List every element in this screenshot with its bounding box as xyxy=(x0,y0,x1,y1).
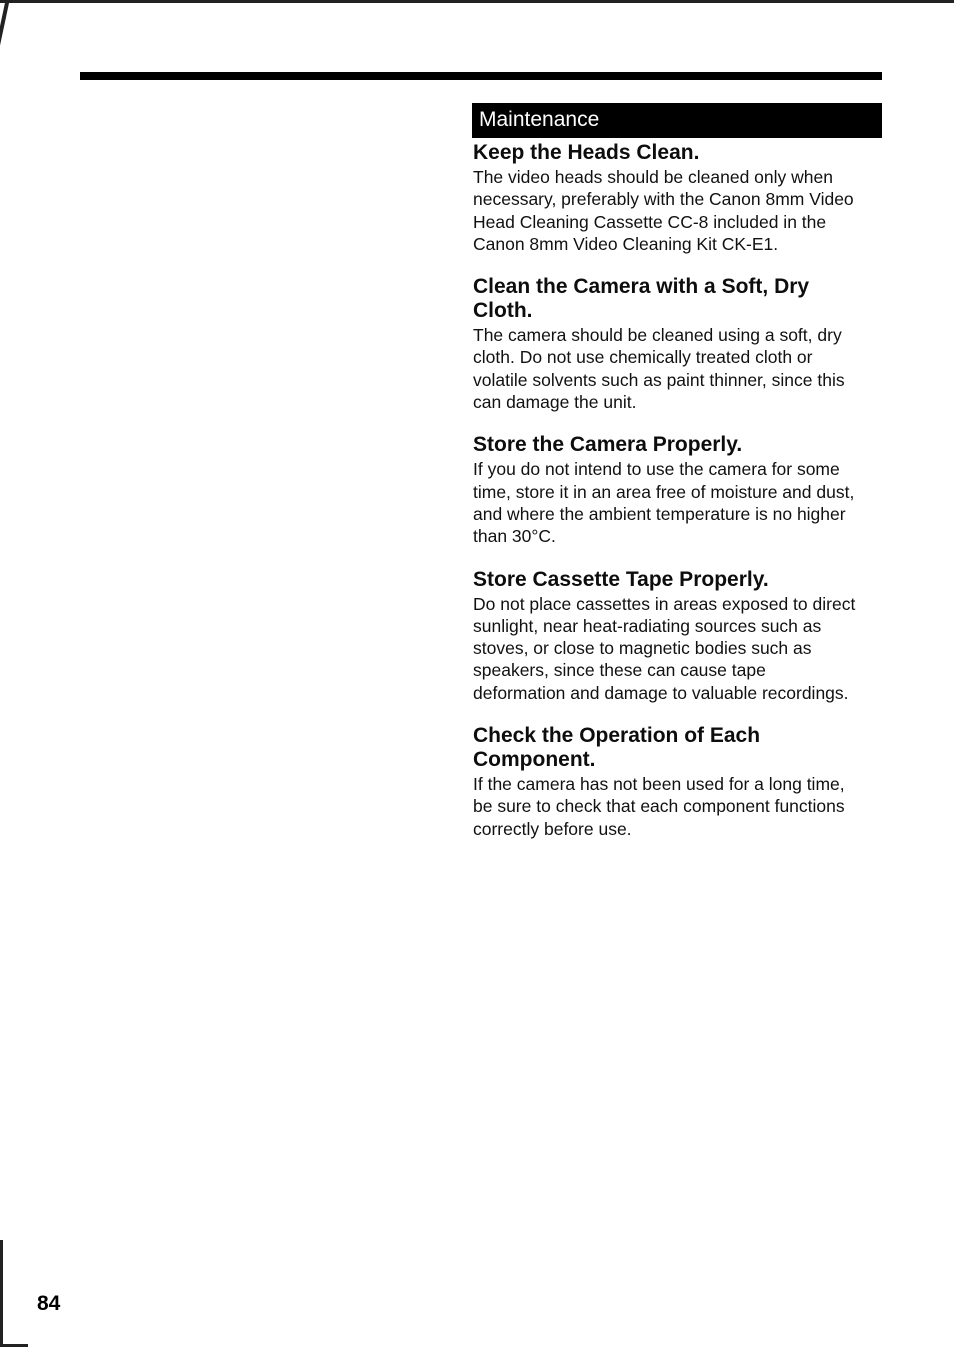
scan-edge-top xyxy=(0,0,954,3)
scan-edge-left xyxy=(0,1240,3,1347)
item-body: The camera should be cleaned using a soft, dry cloth. Do not use chemically treated cloth or volatile solvents such as paint thinner, since this can damage the unit. xyxy=(473,325,845,413)
maintenance-item-operation xyxy=(473,724,883,840)
item-body: The video heads should be cleaned only when necessary, preferably with the Canon 8mm Video Head Cleaning Cassette CC-8 included in the Canon 8mm Video Cleaning Kit CK-E1. xyxy=(473,167,854,254)
section-banner xyxy=(472,103,882,138)
maintenance-item-cassette xyxy=(473,568,883,704)
item-heading: Store the Camera Properly. xyxy=(473,433,743,457)
item-heading: Store Cassette Tape Properly. xyxy=(473,567,769,591)
scan-edge-corner xyxy=(0,0,10,95)
maintenance-item-heads xyxy=(473,141,883,255)
item-heading: Check the Operation of Each Component. xyxy=(473,724,761,772)
item-body: If you do not intend to use the camera for some time, store it in an area free of moisture and dust, and where the ambient temperature is no higher than 30°C. xyxy=(473,459,855,547)
page-number: 84 xyxy=(37,1292,61,1315)
maintenance-item-storage xyxy=(473,433,883,547)
maintenance-content xyxy=(473,141,883,860)
item-heading: Keep the Heads Clean. xyxy=(473,141,700,164)
maintenance-item-cleaning xyxy=(473,275,883,413)
header-rule xyxy=(80,72,882,80)
item-body: If the camera has not been used for a long time, be sure to check that each component functions correctly before use. xyxy=(473,774,845,839)
item-body: Do not place cassettes in areas exposed to direct sunlight, near heat-radiating sources such as stoves, or close to magnetic bodies such as speakers, since these can cause tape deformation and damage to valuable recordings. xyxy=(473,593,856,703)
section-title: Maintenance xyxy=(479,108,600,131)
item-heading: Clean the Camera with a Soft, Dry Cloth. xyxy=(473,275,810,323)
